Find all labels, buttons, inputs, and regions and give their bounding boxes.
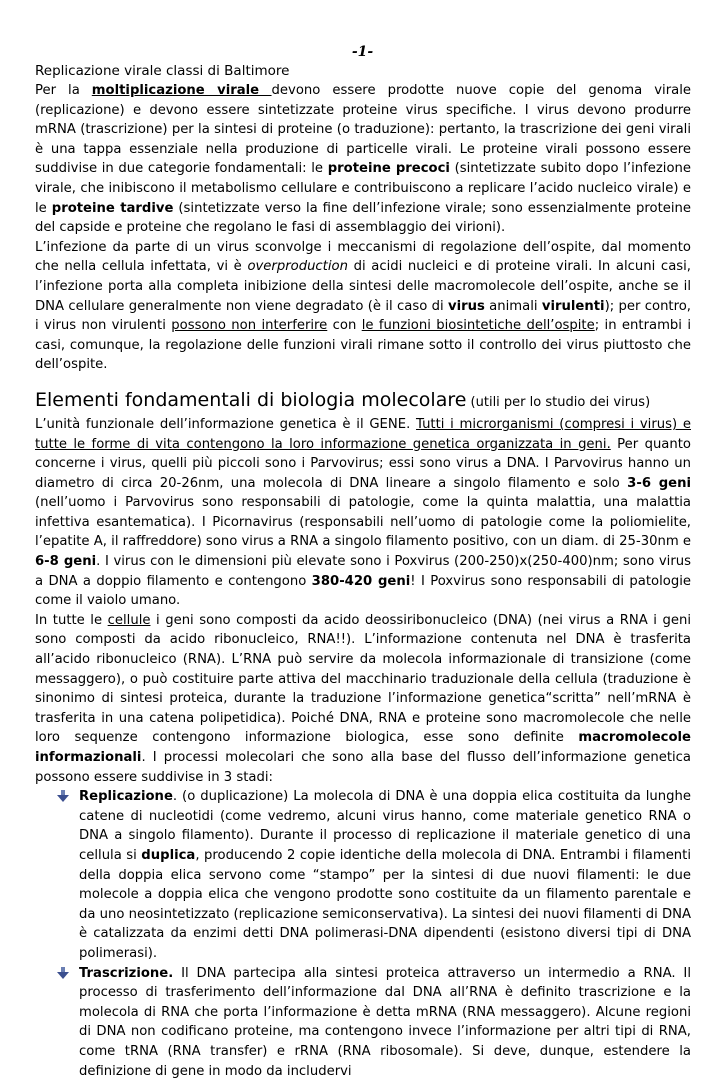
list-item-replication: Replicazione. (o duplicazione) La molecola di DNA è una doppia elica costituita da lunghe catene di nucleotidi (come vedremo, alcuni virus hanno, come materiale genetico RNA o DNA a singolo filamento). Durante il processo di replicazione il materiale genetico di una cellula si duplica, producendo 2 copie identiche della molecola di DNA. Entrambi i filamenti della doppia elica servono come “stampo” per la sintesi di due nuovi filamenti: le due molecole a doppia elica che vengono prodotte sono costituite da un filamento parentale e da uno neosintetizzato (replicazione semiconservativa). La sintesi dei nuovi filamenti di DNA è catalizzata da enzimi detti DNA polimerasi-DNA dipendenti (esistono diversi tipi di DNA polimerasi). [53, 787, 691, 963]
paragraph-viral-multiplication: Per la moltiplicazione virale devono essere prodotte nuove copie del genoma virale (replicazione) e devono essere sintetizzate proteine virus specifiche. I virus devono produrre mRNA (trascrizione) per la sintesi di proteine (o traduzione): pertanto, la trascrizione dei geni virali è una tappa essenziale nella produzione di particelle virali. Le proteine virali possono essere suddivise in due categorie fondamentali: le proteine precoci (sintetizzate subito dopo l’infezione virale, che inibiscono il metabolismo cellulare e contribuiscono a replicare l’acido nucleico virale) e le proteine tardive (sintetizzate verso la fine dell’infezione virale; sono essenzialmente proteine del capside e proteine che regolano le fasi di assemblaggio dei virioni). [35, 83, 691, 236]
arrow-down-icon [57, 790, 69, 802]
document-body [35, 42, 691, 1081]
section-heading-molecular-biology: Elementi fondamentali di biologia molecolare (utili per lo studio dei virus) [35, 388, 651, 411]
arrow-down-icon [57, 967, 69, 979]
section-title-baltimore: Replicazione virale classi di Baltimore [35, 63, 290, 79]
paragraph-gene-unit: L’unità funzionale dell’informazione genetica è il GENE. Tutti i microrganismi (compresi i virus) e tutte le forme di vita contengono la loro informazione genetica organizzata in geni. Per quanto concerne i virus, quelli più piccoli sono i Parvovirus; essi sono virus a DNA. I Parvovirus hanno un diametro di circa 20-26nm, una molecola di DNA lineare a singolo filamento e solo 3-6 geni (nell’uomo i Parvovirus sono responsabili di patologie, come la quinta malattia, una malattia infettiva esantematica). I Picornavirus (responsabili nell’uomo di patologie come la poliomielite, l’epatite A, il raffreddore) sono virus a RNA a singolo filamento positivo, con un diam. di 25-30nm e 6-8 geni. I virus con le dimensioni più elevate sono i Poxvirus (200-250)x(250-400)nm; sono virus a DNA a doppio filamento e contengono 380-420 geni! I Poxvirus sono responsabili di patologie come il vaiolo umano. [35, 416, 691, 609]
page-number: -1- [351, 44, 374, 60]
stages-list [35, 787, 691, 1081]
paragraph-host-infection: L’infezione da parte di un virus sconvolge i meccanismi di regolazione dell’ospite, dal momento che nella cellula infettata, vi è overproduction di acidi nucleici e di proteine virali. In alcuni casi, l’infezione porta alla completa inibizione della sintesi delle macromolecole dell’ospite, anche se il DNA cellulare generalmente non viene degradato (è il caso di virus animali virulenti); per contro, i virus non virulenti possono non interferire con le funzioni biosintetiche dell’ospite; in entrambi i casi, comunque, la regolazione delle funzioni virali rimane sotto il controllo dei virus piuttosto che dell’ospite. [35, 239, 691, 373]
paragraph-dna-rna: In tutte le cellule i geni sono composti da acido deossiribonucleico (DNA) (nei virus a RNA i geni sono composti da acido ribonucleico, RNA!!). L’informazione contenuta nel DNA è trasferita all’acido ribonucleico (RNA). L’RNA può servire da molecola informazionale di transizione (come messaggero), o può costituire parte attiva del macchinario traduzionale della cellula (traduzione è sinonimo di sintesi proteica, durante la traduzione l’informazione genetica“scritta” nell’mRNA è trasferita in una catena polipetidica). Poiché DNA, RNA e proteine sono macromolecole che nelle loro sequenze contengono informazione biologica, esse sono definite macromolecole informazionali. I processi molecolari che sono alla base del flusso dell’informazione genetica possono essere suddivise in 3 stadi: [35, 612, 691, 785]
list-item-transcription: Trascrizione. Il DNA partecipa alla sintesi proteica attraverso un intermedio a RNA. Il processo di trasferimento dell’informazione dal DNA all’RNA è definito trascrizione e la molecola di RNA che porta l’informazione è detta mRNA (RNA messaggero). Alcune regioni di DNA non codificano proteine, ma contengono invece l’informazione per altri tipi di RNA, come tRNA (RNA transfer) e rRNA (RNA ribosomale). Si deve, dunque, estendere la definizione di gene in modo da includervi [53, 964, 691, 1081]
